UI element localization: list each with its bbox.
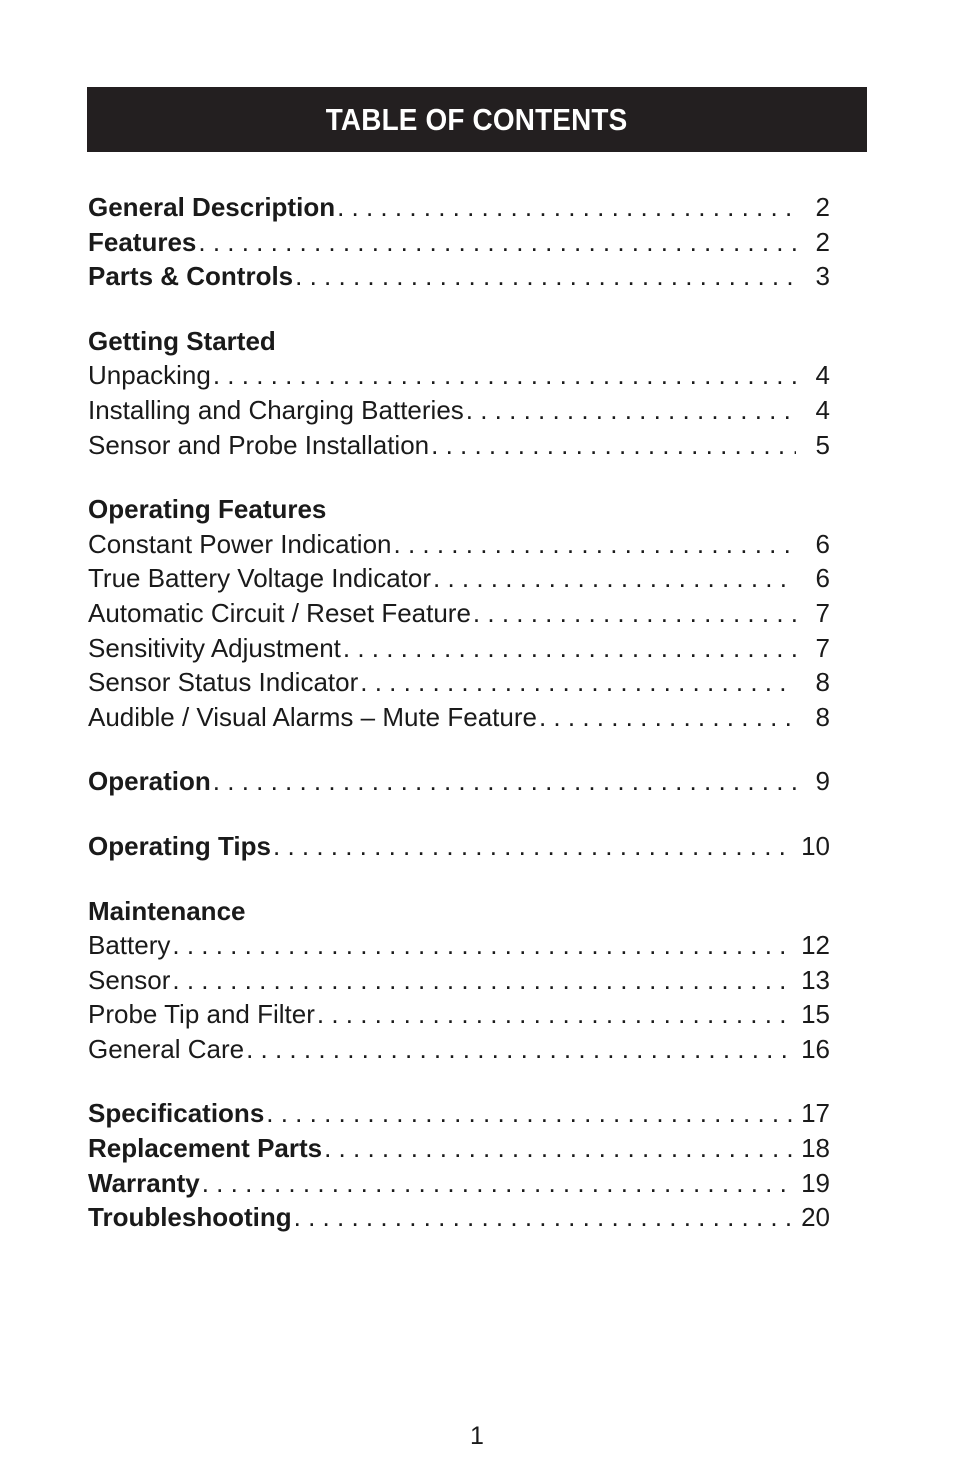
toc-banner [87, 87, 867, 152]
toc-entry-page: 9 [815, 766, 830, 797]
toc-entry-page: 2 [815, 226, 830, 257]
toc-entry-label: Troubleshooting [88, 1202, 292, 1233]
toc-entry-page: 5 [815, 429, 830, 460]
dot-leader [466, 393, 796, 428]
toc-entry-label: Sensor [88, 964, 171, 995]
page-number: 1 [470, 1422, 484, 1450]
dot-leader [337, 190, 796, 225]
toc-entry-label: Automatic Circuit / Reset Feature [88, 597, 471, 628]
toc-entry-label: General Description [88, 192, 336, 222]
toc-entry[interactable] [88, 596, 830, 631]
toc-entry-page: 3 [815, 261, 830, 292]
toc-entry[interactable] [88, 358, 830, 393]
toc-entry-label: True Battery Voltage Indicator [88, 563, 432, 594]
toc-entry[interactable] [88, 928, 830, 963]
toc-entry-label: Specifications [88, 1098, 265, 1129]
toc-entry[interactable] [88, 764, 830, 799]
toc-entry[interactable] [88, 428, 830, 463]
section-gap [88, 799, 830, 829]
dot-leader [213, 764, 796, 799]
toc-entry-page: 17 [801, 1098, 830, 1129]
toc-entry[interactable] [88, 997, 830, 1032]
toc-entry[interactable] [88, 665, 830, 700]
dot-leader [317, 997, 795, 1032]
section-gap [88, 734, 830, 764]
dot-leader [295, 259, 796, 294]
toc-entry[interactable] [88, 963, 830, 998]
toc-entry[interactable] [88, 259, 830, 294]
toc-entry-page: 6 [815, 528, 830, 559]
toc-entry-label: Unpacking [88, 360, 211, 391]
toc-section-heading: Getting Started [88, 325, 276, 356]
toc-entry-label: Operating Tips [88, 830, 271, 861]
dot-leader [294, 1200, 795, 1235]
dot-leader [343, 631, 796, 666]
dot-leader [431, 428, 796, 463]
section-gap [88, 294, 830, 324]
toc-entry[interactable] [88, 631, 830, 666]
dot-leader [213, 358, 796, 393]
toc-entry-page: 8 [815, 701, 830, 732]
toc-entry[interactable] [88, 1032, 830, 1067]
toc-entry-label: Parts & Controls [88, 261, 294, 292]
toc-entry-label: Operation [88, 766, 211, 797]
toc-entry-label: General Care [88, 1033, 245, 1064]
toc-entry[interactable] [88, 561, 830, 596]
dot-leader [198, 225, 796, 260]
toc-entry-page: 16 [801, 1033, 830, 1064]
toc-entry-label: Replacement Parts [88, 1133, 323, 1164]
toc-entry[interactable] [88, 1166, 830, 1201]
toc-entry-page: 2 [815, 192, 830, 222]
toc-entry[interactable] [88, 225, 830, 260]
toc-entry-page: 10 [801, 830, 830, 861]
toc-entry-page: 8 [815, 667, 830, 698]
section-gap [88, 864, 830, 894]
section-gap [88, 1066, 830, 1096]
dot-leader [246, 1032, 795, 1067]
toc-section-heading: Operating Features [88, 494, 327, 525]
toc-entry-page: 4 [815, 394, 830, 425]
toc-entry[interactable] [88, 393, 830, 428]
toc-entry-label: Warranty [88, 1167, 200, 1198]
dot-leader [172, 963, 795, 998]
toc-entry-label: Sensitivity Adjustment [88, 632, 341, 663]
dot-leader [394, 527, 796, 562]
toc-entry-page: 7 [815, 632, 830, 663]
toc-entry-label: Sensor and Probe Installation [88, 429, 430, 460]
toc-entry-page: 20 [801, 1202, 830, 1233]
toc-entry[interactable] [88, 190, 830, 225]
page-title: TABLE OF CONTENTS [326, 101, 628, 137]
toc-list [88, 190, 830, 1235]
toc-entry[interactable] [88, 829, 830, 864]
toc-entry[interactable] [88, 1131, 830, 1166]
dot-leader [360, 665, 796, 700]
section-gap [88, 462, 830, 492]
dot-leader [266, 1096, 795, 1131]
toc-entry-page: 13 [801, 964, 830, 995]
toc-entry-label: Installing and Charging Batteries [88, 394, 464, 425]
toc-entry-label: Audible / Visual Alarms – Mute Feature [88, 701, 537, 732]
toc-section-heading: Maintenance [88, 895, 246, 926]
dot-leader [473, 596, 796, 631]
toc-entry-page: 4 [815, 360, 830, 391]
toc-entry-page: 15 [801, 999, 830, 1030]
toc-entry-page: 18 [801, 1133, 830, 1164]
toc-entry-page: 19 [801, 1167, 830, 1198]
toc-entry-page: 6 [815, 563, 830, 594]
toc-entry-label: Constant Power Indication [88, 528, 392, 559]
toc-entry-label: Probe Tip and Filter [88, 999, 315, 1030]
toc-entry[interactable] [88, 527, 830, 562]
toc-entry-label: Battery [88, 930, 171, 961]
dot-leader [539, 700, 796, 735]
dot-leader [273, 829, 795, 864]
toc-entry[interactable] [88, 700, 830, 735]
toc-entry-label: Sensor Status Indicator [88, 667, 359, 698]
dot-leader [433, 561, 796, 596]
dot-leader [172, 928, 795, 963]
toc-entry[interactable] [88, 1096, 830, 1131]
toc-entry-label: Features [88, 226, 197, 257]
toc-entry[interactable] [88, 1200, 830, 1235]
dot-leader [202, 1166, 795, 1201]
toc-entry-page: 12 [801, 930, 830, 961]
dot-leader [324, 1131, 795, 1166]
toc-entry-page: 7 [815, 597, 830, 628]
